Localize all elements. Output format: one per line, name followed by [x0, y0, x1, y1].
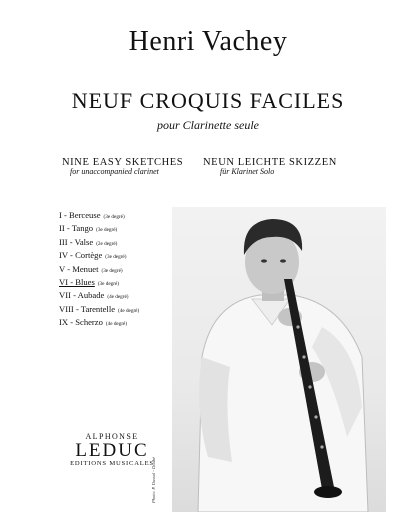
publisher-line1: ALPHONSE: [85, 432, 139, 441]
contents-item-degree: (4e degré): [107, 294, 129, 301]
photo-credit: Photo: P. Dussol - Doubé: [151, 456, 156, 503]
english-title-block: [62, 157, 183, 176]
contents-item: [59, 277, 139, 290]
contents-item-degree: (3e degré): [105, 254, 127, 261]
contents-item-degree: (2e degré): [96, 240, 118, 247]
contents-item: [59, 304, 139, 317]
contents-item-label: II - Tango: [59, 223, 94, 234]
contents-item: [59, 290, 139, 303]
contents-item: [59, 237, 139, 250]
contents-item-degree: (4e degré): [118, 307, 140, 314]
contents-item-label: VII - Aubade: [59, 290, 105, 301]
publisher-line3: EDITIONS MUSICALES: [70, 460, 154, 467]
english-subtitle: for unaccompanied clarinet: [70, 167, 159, 177]
eye-shape: [280, 259, 286, 262]
contents-item-label: IV - Cortège: [59, 250, 103, 261]
contents-item-label: VIII - Tarentelle: [59, 303, 116, 314]
contents-item-label: III - Valse: [59, 236, 94, 247]
work-title: NEUF CROQUIS FACILES: [71, 88, 345, 113]
contents-item-label: IX - Scherzo: [59, 317, 103, 328]
eye-shape: [261, 259, 267, 262]
contents-item: [59, 223, 139, 236]
work-subtitle: pour Clarinette seule: [157, 118, 259, 132]
contents-list: [59, 210, 139, 331]
clarinetist-photo: [172, 207, 386, 512]
contents-item-degree: (4e degré): [105, 321, 128, 328]
contents-item-label: V - Menuet: [59, 263, 99, 274]
clarinet-bell: [314, 486, 342, 498]
clarinet-key: [296, 325, 299, 328]
clarinet-key: [320, 445, 323, 448]
contents-item-degree: (3e degré): [96, 227, 118, 234]
contents-item-label: VI - Blues: [59, 277, 95, 288]
publisher-logo: [62, 432, 162, 467]
clarinet-key: [302, 355, 305, 358]
contents-item: [59, 264, 139, 277]
contents-item-degree: (3e degré): [97, 281, 119, 288]
composer-name: Henri Vachey: [128, 26, 288, 57]
publisher-name: LEDUC: [75, 440, 149, 461]
german-title: NEUN LEICHTE SKIZZEN: [203, 157, 337, 168]
contents-item: [59, 317, 139, 330]
german-title-block: [203, 157, 337, 176]
english-title: NINE EASY SKETCHES: [62, 157, 184, 168]
german-subtitle: für Klarinet Solo: [220, 167, 275, 177]
contents-item-degree: (3e degré): [101, 267, 123, 274]
contents-item-degree: (3e degré): [103, 214, 125, 220]
contents-item-label: I - Berceuse: [59, 210, 101, 220]
clarinet-key: [308, 385, 311, 388]
contents-item: [59, 210, 139, 223]
contents-item: [59, 250, 139, 263]
clarinetist-illustration: [172, 207, 386, 512]
clarinet-key: [314, 415, 317, 418]
